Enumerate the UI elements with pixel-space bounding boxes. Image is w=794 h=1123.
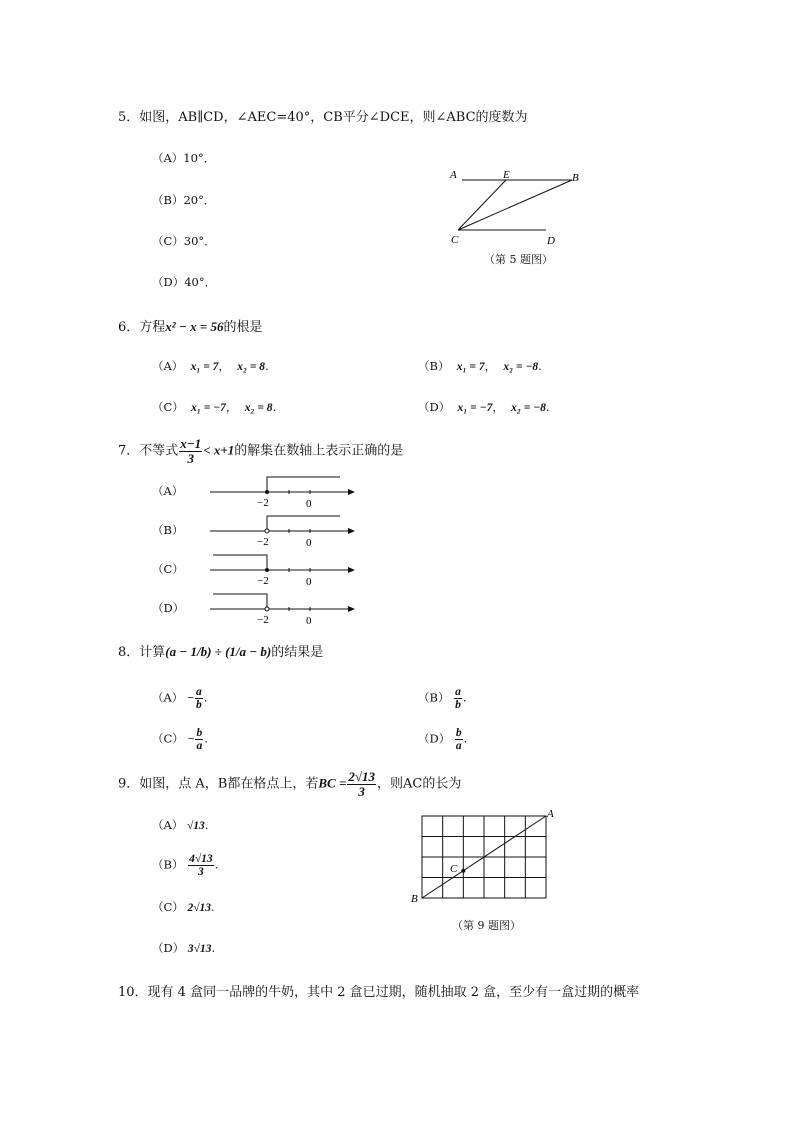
tick-label-neg2: −2: [257, 536, 269, 548]
q6-equation: x² − x = 56: [165, 319, 224, 334]
label-e: E: [503, 169, 510, 181]
q8-option-b: （B） $\frac{a}{b}$ .: [418, 686, 467, 712]
q9-figure: [405, 806, 565, 906]
q5-option-a: （A）10°．: [152, 151, 216, 165]
q5-stem: 5．如图，AB∥CD，∠AEC=40°，CB平分∠DCE，则∠ABC的度数为: [118, 110, 528, 125]
label-a: A: [547, 808, 554, 820]
q7-fraction: $\frac{x-1}{3}$: [180, 436, 202, 466]
q7-numberline-b: [205, 513, 365, 551]
q5-option-d: （D）40°．: [152, 275, 217, 289]
q9-option-c: （C） 2√13.: [152, 900, 215, 914]
q7-numberline-d: [205, 591, 365, 629]
q7-numberline-c: [205, 552, 365, 590]
q5-option-c: （C）30°．: [152, 234, 216, 248]
q5-option-b: （B）20°．: [152, 193, 216, 207]
label-a: A: [450, 169, 457, 181]
q6-option-d: （D） x₁ = −7， x₂ = −8.: [418, 400, 550, 414]
q10-stem: 10．现有 4 盒同一品牌的牛奶，其中 2 盒已过期，随机抽取 2 盒，至少有一盒过期的概率: [118, 985, 640, 1000]
label-b: B: [572, 172, 579, 184]
q7-option-b-tag: （B）: [152, 523, 184, 537]
label-d: D: [547, 235, 555, 247]
q6-stem: 6．方程x² − x = 56的根是: [118, 319, 263, 335]
tick-label-0: 0: [306, 576, 312, 588]
segment-ce: [458, 180, 506, 230]
tick-label-0: 0: [306, 498, 312, 510]
q6-option-a: （A） x₁ = 7， x₂ = 8.: [152, 359, 269, 373]
q8-option-d: （D） $\frac{b}{a}$ .: [418, 727, 468, 753]
q8-option-c: （C） − $\frac{b}{a}$ .: [152, 727, 208, 753]
q6-option-c: （C） x₁ = −7， x₂ = 8.: [152, 400, 277, 414]
q5-caption: （第 5 题图）: [484, 253, 553, 266]
label-b: B: [411, 893, 418, 905]
point-c: [461, 869, 465, 873]
q9-caption: （第 9 题图）: [452, 919, 521, 932]
label-c: C: [451, 234, 459, 246]
q7-stem: 7．不等式 $\frac{x-1}{3}$ < x+1的解集在数轴上表示正确的是: [118, 436, 404, 466]
q9-option-a: （A） √13.: [152, 818, 209, 832]
q8-option-a: （A） − $\frac{a}{b}$ .: [152, 686, 208, 712]
q9-option-d: （D） 3√13.: [152, 941, 216, 955]
tick-label-0: 0: [306, 537, 312, 549]
tick-label-neg2: −2: [257, 575, 269, 587]
tick-label-0: 0: [306, 615, 312, 627]
tick-label-neg2: −2: [257, 497, 269, 509]
tick-label-neg2: −2: [257, 614, 269, 626]
q9-option-b: （B） $\frac{4√13}{3}$ .: [152, 853, 219, 879]
segment-cb: [458, 180, 572, 230]
q9-stem: 9．如图，点 A，B都在格点上，若BC = $\frac{2√13}{3}$ ，则AC的长为: [118, 769, 462, 799]
q7-option-a-tag: （A）: [152, 484, 184, 498]
q7-option-c-tag: （C）: [152, 562, 184, 576]
label-c: C: [450, 863, 458, 875]
q8-stem: 8．计算(a − 1/b) ÷ (1/a − b)的结果是: [118, 644, 324, 660]
q8-expression: (a − 1/b) ÷ (1/a − b): [165, 644, 272, 659]
q7-numberline-a: [205, 474, 365, 512]
q9-bc-fraction: $\frac{2√13}{3}$: [348, 769, 375, 799]
q7-option-d-tag: （D）: [152, 601, 185, 615]
q6-option-b: （B） x₁ = 7， x₂ = −8.: [418, 359, 542, 373]
